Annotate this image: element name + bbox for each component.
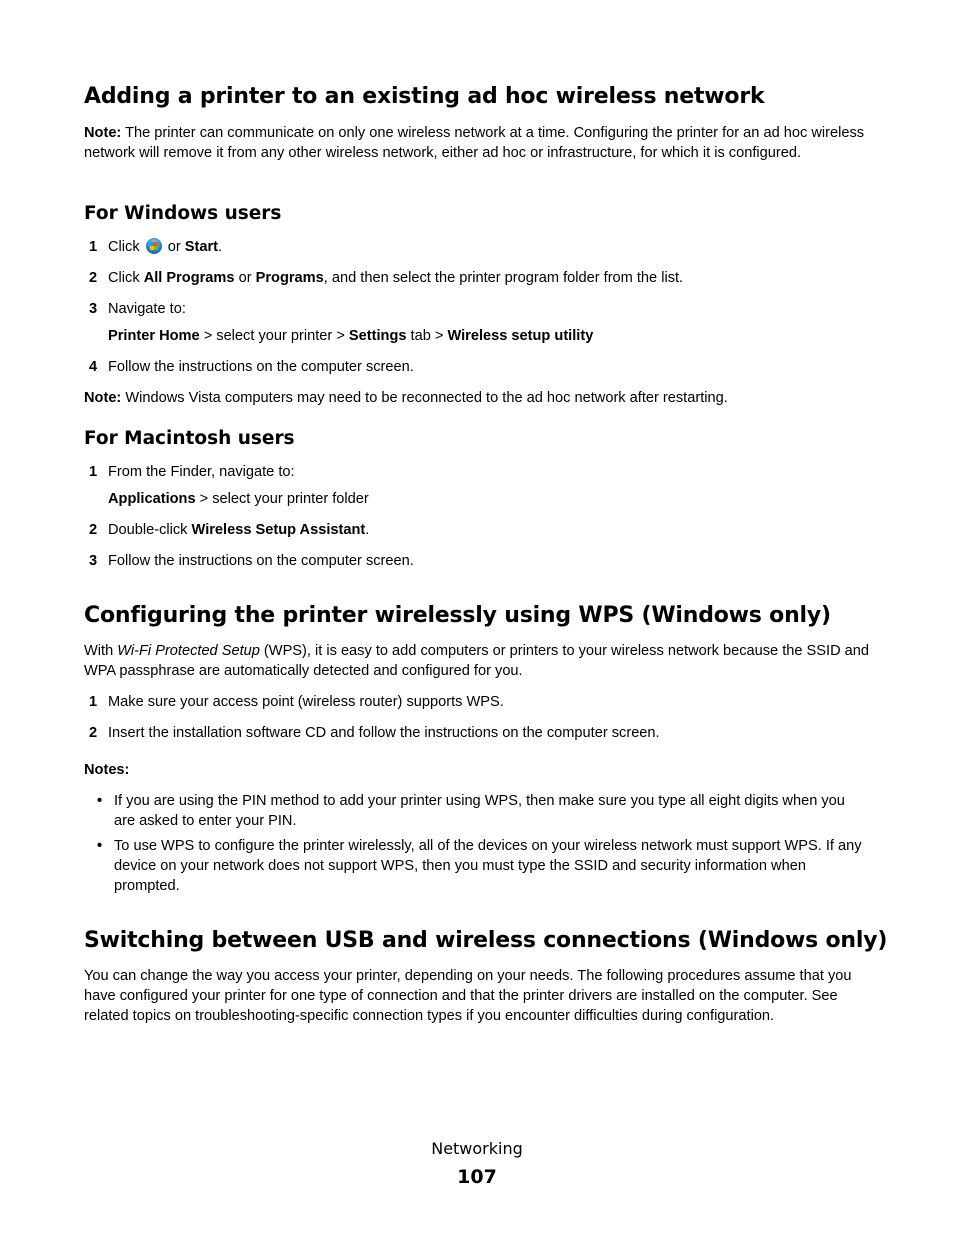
footer-chapter: Networking xyxy=(431,1139,523,1158)
notes-label xyxy=(84,760,870,780)
path-part: > select your printer folder xyxy=(195,491,369,507)
step-number: 1 xyxy=(89,464,98,480)
page-number: 107 xyxy=(457,1166,497,1188)
step-number: 2 xyxy=(89,522,98,538)
note-paragraph xyxy=(84,123,870,163)
notes-label-text: Notes: xyxy=(84,762,130,778)
path-part: > select your printer > xyxy=(199,328,349,344)
step-text: or xyxy=(234,270,256,286)
intro-text: With xyxy=(84,643,118,659)
step-text: Click xyxy=(108,270,144,286)
path-part: Applications xyxy=(108,491,196,507)
section-title-wps: Configuring the printer wirelessly using WPS (Windows only) xyxy=(84,603,831,628)
note-text: The printer can communicate on only one wireless network at a time. Configuring the printer for an ad hoc wireless network will remove it from any other wireless network, either ad hoc or infrastructure, for which it is configured. xyxy=(84,125,865,161)
section-title-usb-wireless: Switching between USB and wireless connections (Windows only) xyxy=(84,928,888,953)
usb-wireless-body: You can change the way you access your printer, depending on your needs. The following procedures assume that you have configured your printer for one type of connection and that the printer drivers are installed on the computer. See related topics on troubleshooting-specific connection types if you encounter difficulties during configuration. xyxy=(84,968,852,1024)
step-number: 3 xyxy=(89,553,98,569)
step-text: , and then select the printer program folder from the list. xyxy=(323,270,684,286)
windows-users-heading: For Windows users xyxy=(84,203,282,224)
step-text: or xyxy=(163,239,185,255)
bullet-icon: • xyxy=(97,793,103,809)
step-number: 1 xyxy=(89,694,98,710)
step-text: Click xyxy=(108,239,144,255)
note-label: Note: xyxy=(84,390,122,406)
step-text: Insert the installation software CD and follow the instructions on the computer screen. xyxy=(108,725,660,741)
step-number: 4 xyxy=(89,359,98,375)
step-text: . xyxy=(218,239,223,255)
step-text: . xyxy=(365,522,370,538)
wireless-setup-assistant-label: Wireless Setup Assistant xyxy=(191,522,366,538)
note-label: Note: xyxy=(84,125,122,141)
all-programs-label: All Programs xyxy=(143,270,235,286)
windows-start-orb-icon xyxy=(146,238,162,254)
intro-text: (WPS), it is easy to add computers or printers to your wireless network because the SSID and WPA passphrase are automatically detected and configured for you. xyxy=(84,643,870,679)
windows-note xyxy=(84,388,870,408)
bullet-text: If you are using the PIN method to add your printer using WPS, then make sure you type all eight digits when you are asked to enter your PIN. xyxy=(114,793,845,829)
step-text: From the Finder, navigate to: xyxy=(108,464,295,480)
step-number: 3 xyxy=(89,301,98,317)
step-text: Follow the instructions on the computer screen. xyxy=(108,359,414,375)
start-label: Start xyxy=(184,239,219,255)
note-text: Windows Vista computers may need to be reconnected to the ad hoc network after restarting. xyxy=(121,390,728,406)
path-part: tab > xyxy=(406,328,448,344)
path-part: Settings xyxy=(348,328,407,344)
step-number: 1 xyxy=(89,239,98,255)
bullet-text: To use WPS to configure the printer wirelessly, all of the devices on your wireless network must support WPS. If any device on your network does not support WPS, then you must type the SSID and security information when prompted. xyxy=(114,838,862,894)
step-text: Follow the instructions on the computer screen. xyxy=(108,553,414,569)
path-part: Printer Home xyxy=(108,328,200,344)
step-number: 2 xyxy=(89,270,98,286)
section-title-adhoc: Adding a printer to an existing ad hoc wireless network xyxy=(84,84,765,109)
step-text: Navigate to: xyxy=(108,301,186,317)
macintosh-users-heading: For Macintosh users xyxy=(84,428,295,449)
step-number: 2 xyxy=(89,725,98,741)
step-text: Double-click xyxy=(108,522,192,538)
wps-intro xyxy=(84,641,870,681)
windows-navigation-path xyxy=(108,326,868,346)
mac-navigation-path xyxy=(108,489,868,509)
step-text: Make sure your access point (wireless router) supports WPS. xyxy=(108,694,504,710)
programs-label: Programs xyxy=(255,270,324,286)
bullet-icon: • xyxy=(97,838,103,854)
path-part: Wireless setup utility xyxy=(447,328,594,344)
intro-italic: Wi-Fi Protected Setup xyxy=(117,643,260,659)
